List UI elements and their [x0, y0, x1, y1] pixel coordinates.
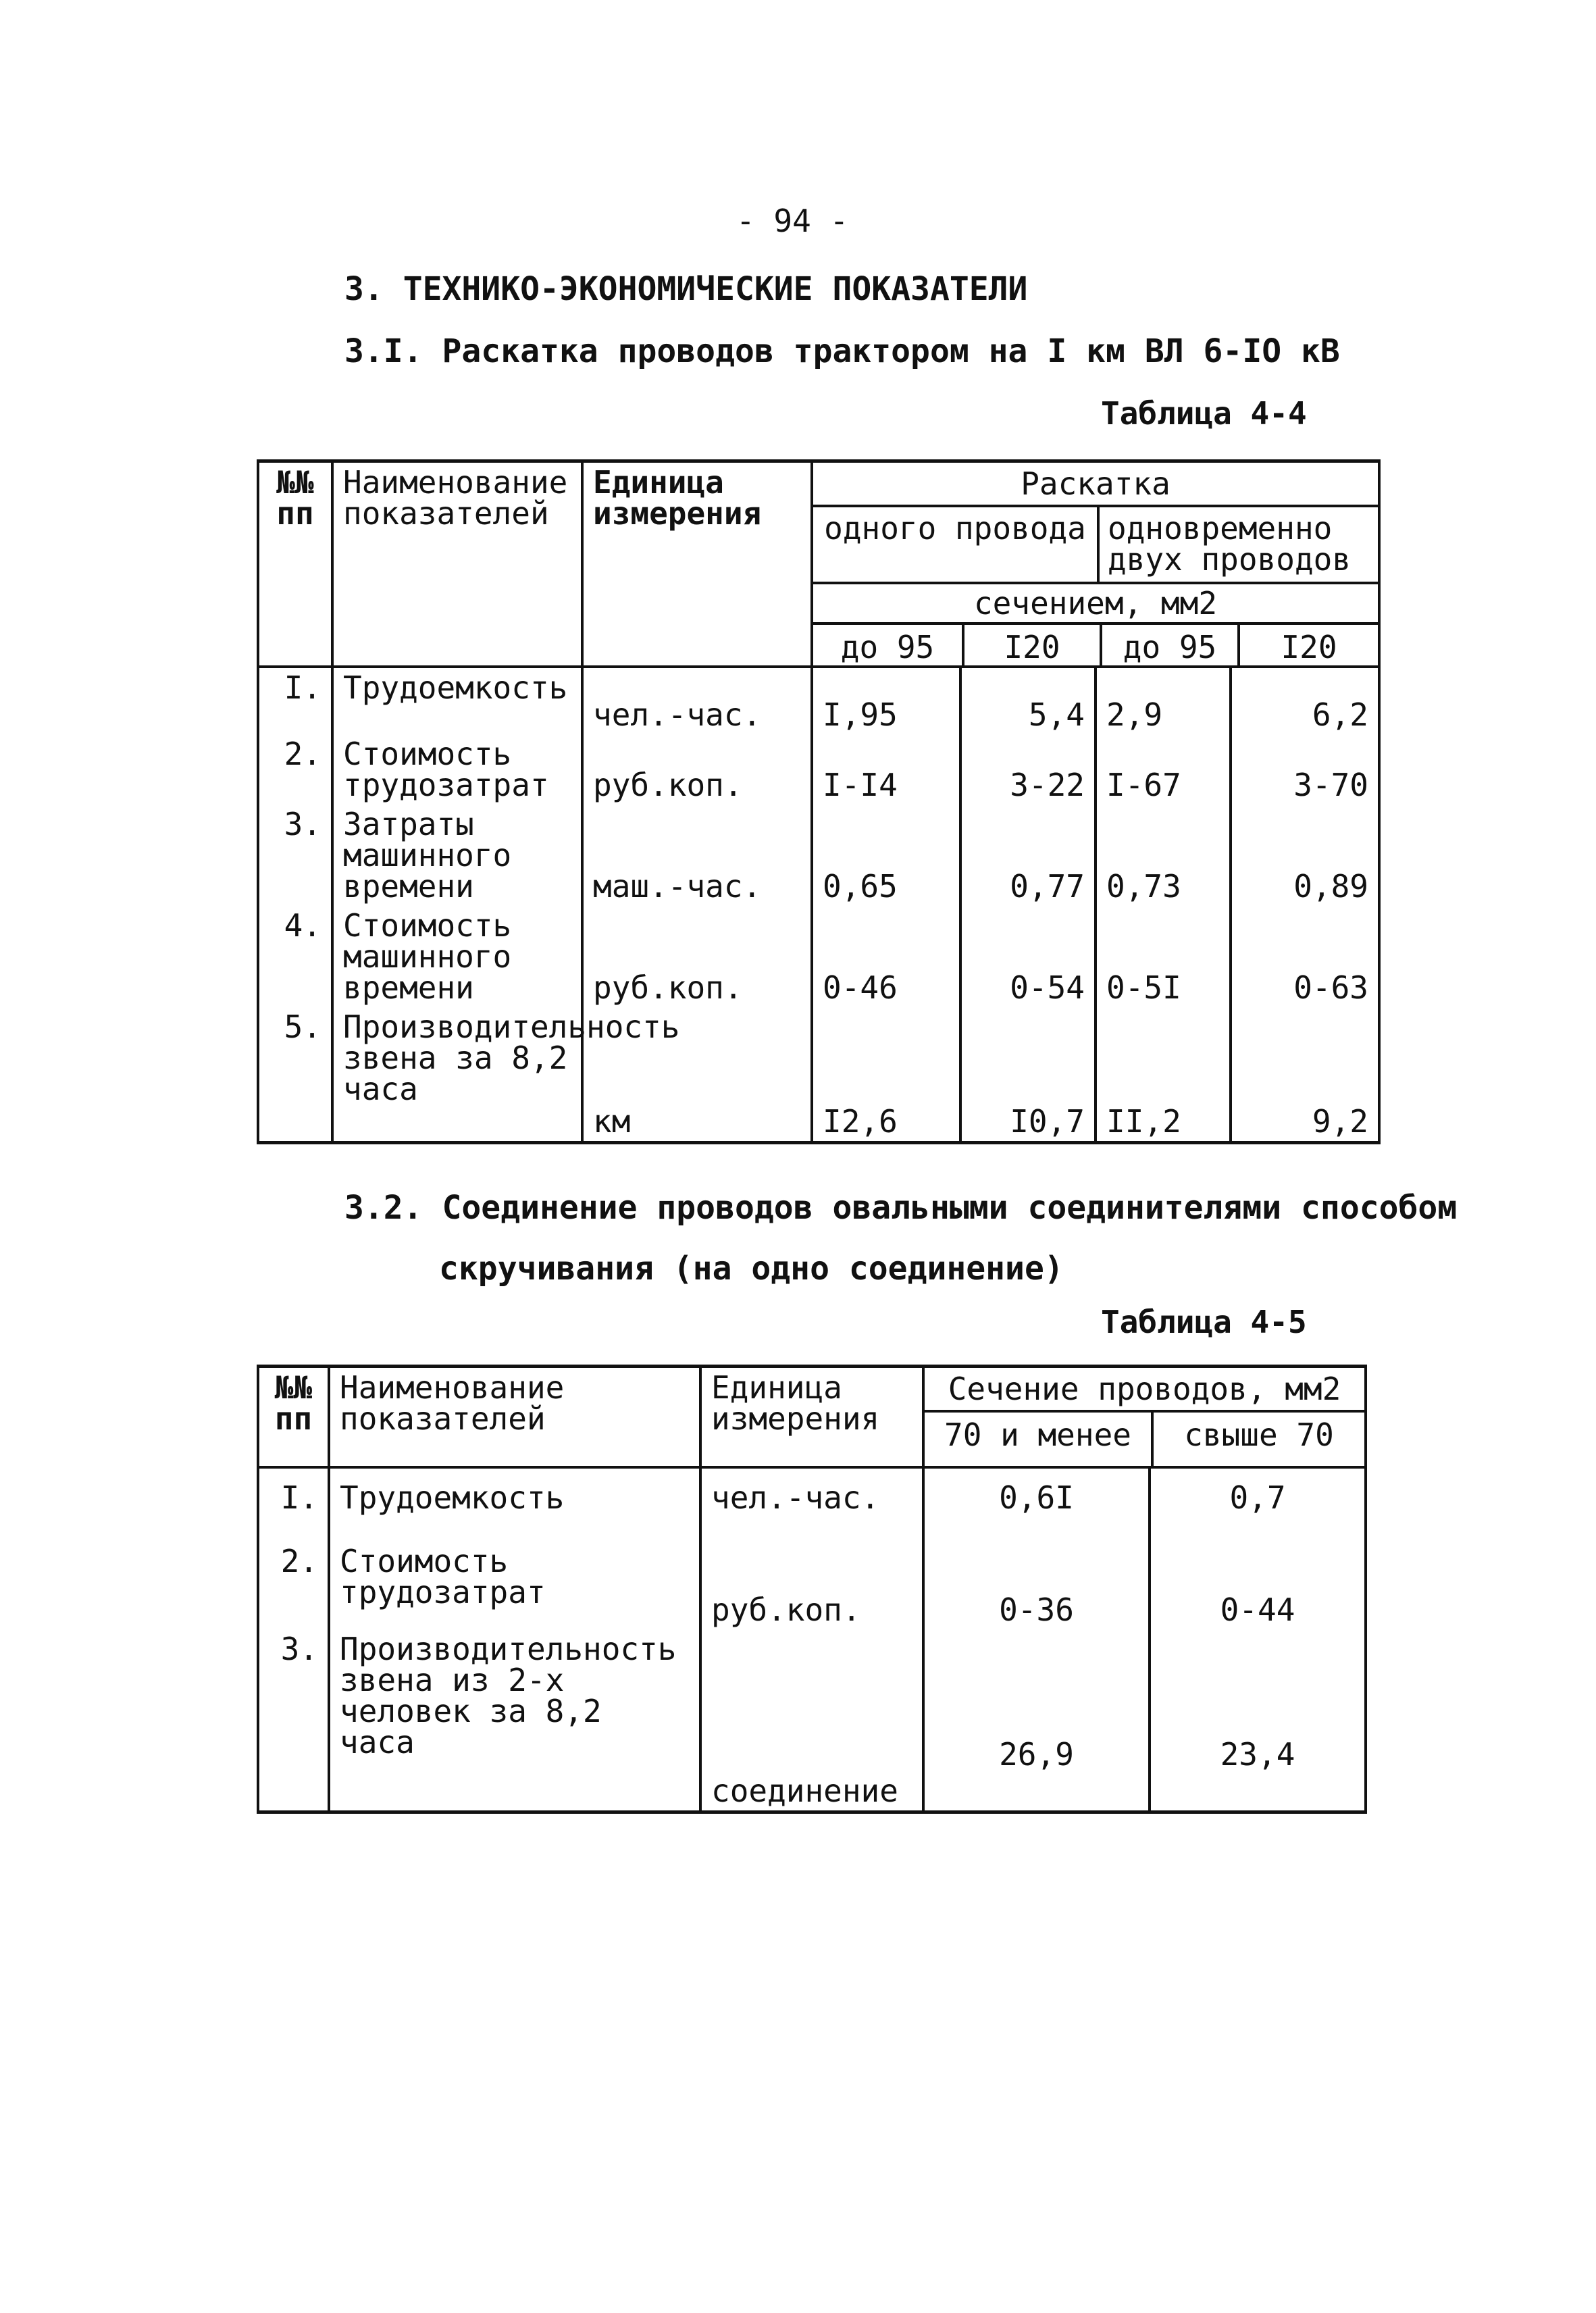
row-value: I0,7 [960, 1007, 1096, 1142]
header-num: №№ пп [258, 461, 332, 667]
header-raskatka-label: Раскатка [813, 463, 1378, 507]
row-num: 5. [258, 1007, 332, 1142]
row-unit: маш.-час. [582, 805, 812, 906]
row-value: 0,77 [960, 805, 1096, 906]
row-value: 0-44 [1150, 1542, 1366, 1629]
header-two-wires: одновременно двух проводов [1108, 510, 1352, 578]
subsection-2-title-line2: скручивания (на одно соединение) [439, 1250, 1064, 1288]
row-unit: чел.-час. [582, 667, 812, 734]
row-num: 4. [258, 906, 332, 1007]
row-value: I2,6 [812, 1007, 960, 1142]
table-row [258, 1467, 1366, 1542]
header-section-group [923, 1367, 1366, 1468]
row-num: 2. [258, 734, 332, 805]
header-one-wire: одного провода [813, 507, 1100, 582]
table-row [258, 667, 1379, 734]
row-value: 0,6I [923, 1467, 1150, 1542]
table-row [258, 906, 1379, 1007]
table-row [258, 1007, 1379, 1142]
row-name: Производительность звена за 8,2 часа [332, 1007, 582, 1142]
header-raskatka [812, 461, 1379, 667]
table-row [258, 734, 1379, 805]
table-row [258, 1629, 1366, 1812]
row-num: 2. [258, 1542, 329, 1629]
header-to95-a: до 95 [813, 625, 964, 665]
row-name: Стоимость трудозатрат [329, 1542, 700, 1629]
header-unit: Единица измерения [582, 461, 812, 667]
row-num: 3. [258, 1629, 329, 1812]
row-value: 0-54 [960, 906, 1096, 1007]
table-row [258, 1542, 1366, 1629]
header-name: Наименование показателей [329, 1367, 700, 1468]
row-unit: руб.коп. [582, 734, 812, 805]
row-name: Трудоемкость [329, 1467, 700, 1542]
header-over-70: свыше 70 [1184, 1417, 1334, 1453]
row-value: I-I4 [812, 734, 960, 805]
header-section: сечением, мм2 [813, 584, 1378, 625]
header-70-less: 70 и менее [925, 1413, 1154, 1466]
row-name: Затраты машинного времени [332, 805, 582, 906]
row-value: 0-5I [1096, 906, 1231, 1007]
row-value: 9,2 [1231, 1007, 1379, 1142]
row-name: Производительность звена из 2-х человек за 8,2 часа [329, 1629, 700, 1812]
row-num: I. [258, 667, 332, 734]
table-4-5-label: Таблица 4-5 [1101, 1304, 1307, 1340]
row-value: 26,9 [923, 1629, 1150, 1812]
row-name: Стоимость машинного времени [332, 906, 582, 1007]
row-value: I,95 [812, 667, 960, 734]
table-4-4 [257, 459, 1381, 1144]
row-value: 0,7 [1150, 1467, 1366, 1542]
header-section-label: Сечение проводов, мм2 [925, 1368, 1364, 1413]
subsection-1-title: 3.I. Раскатка проводов трактором на I км ВЛ 6-IO кВ [344, 332, 1340, 370]
row-value: 3-22 [960, 734, 1096, 805]
row-value: 0-36 [923, 1542, 1150, 1629]
header-unit: Единица измерения [700, 1367, 923, 1468]
row-value: 6,2 [1231, 667, 1379, 734]
table-4-5 [257, 1365, 1367, 1814]
table-4-4-label: Таблица 4-4 [1101, 395, 1307, 432]
row-value: 0,73 [1096, 805, 1231, 906]
row-unit: руб.коп. [700, 1542, 923, 1629]
row-value: 0-63 [1231, 906, 1379, 1007]
table-row [258, 805, 1379, 906]
header-120-b: I20 [1281, 629, 1337, 665]
section-title: 3. ТЕХНИКО-ЭКОНОМИЧЕСКИЕ ПОКАЗАТЕЛИ [344, 270, 1028, 308]
page-number: - 94 - [736, 203, 849, 239]
row-value: II,2 [1096, 1007, 1231, 1142]
row-value: 0,65 [812, 805, 960, 906]
row-value: 2,9 [1096, 667, 1231, 734]
row-num: 3. [258, 805, 332, 906]
row-value: 23,4 [1150, 1629, 1366, 1812]
header-to95-b: до 95 [1102, 625, 1240, 665]
row-name: Трудоемкость [332, 667, 582, 734]
row-unit: руб.коп. [582, 906, 812, 1007]
row-value: 5,4 [960, 667, 1096, 734]
row-value: I-67 [1096, 734, 1231, 805]
row-name: Стоимость трудозатрат [332, 734, 582, 805]
header-120-a: I20 [964, 625, 1102, 665]
row-unit: км [582, 1007, 812, 1142]
row-value: 0,89 [1231, 805, 1379, 906]
row-value: 0-46 [812, 906, 960, 1007]
header-num: №№ пп [258, 1367, 329, 1468]
row-unit: чел.-час. [700, 1467, 923, 1542]
row-num: I. [258, 1467, 329, 1542]
row-value: 3-70 [1231, 734, 1379, 805]
row-unit: соединение [700, 1629, 923, 1812]
subsection-2-title-line1: 3.2. Соединение проводов овальными соединителями способом [344, 1189, 1458, 1227]
header-name: Наименование показателей [332, 461, 582, 667]
